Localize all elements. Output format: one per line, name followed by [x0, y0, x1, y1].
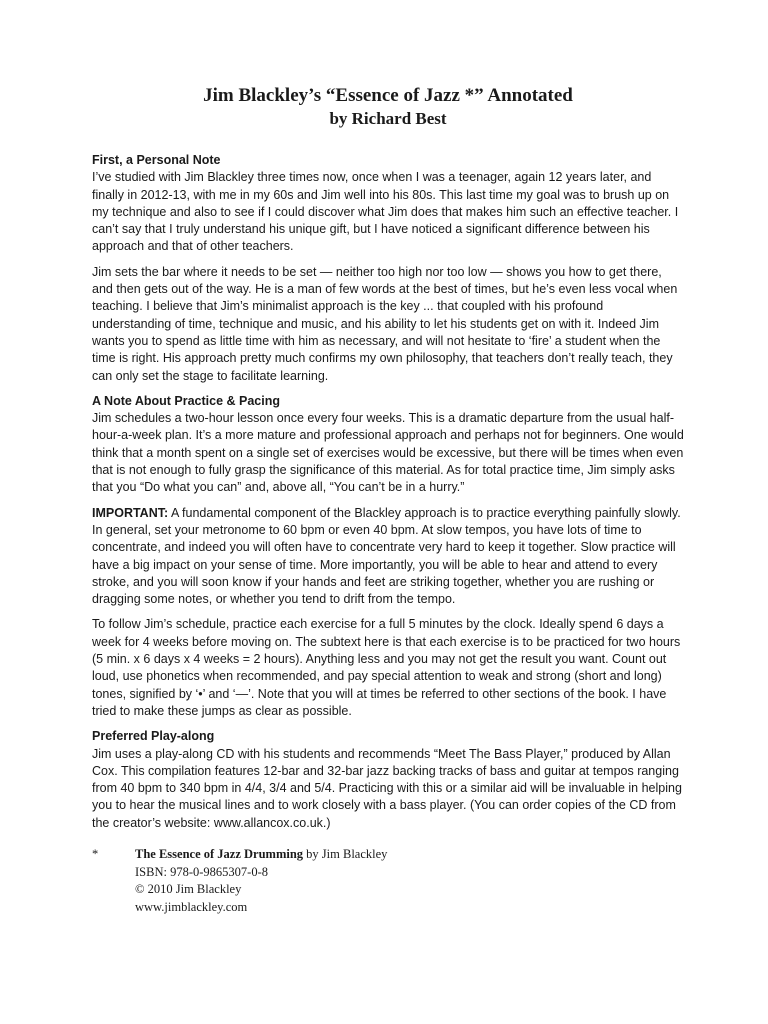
- paragraph: To follow Jim’s schedule, practice each exercise for a full 5 minutes by the clock. Ideally spend 6 days a week for 4 weeks before moving on. The subtext here is that each exercise is to be practiced for two hours (5 min. x 6 days x 4 weeks = 2 hours). Anything less and you may not get the result you want. Count out loud, use phonetics when recommended, and pay special attention to weak and strong (short and long) tones, signified by ‘•’ and ‘—’. Note that you will at times be referred to other sections of the book. I have tried to make these jumps as clear as possible.: [92, 617, 681, 718]
- footnote-isbn: ISBN: 978-0-9865307-0-8: [135, 864, 268, 879]
- footnote-copyright: © 2010 Jim Blackley: [135, 882, 242, 896]
- paragraph-important: [92, 505, 684, 609]
- paragraph: I’ve studied with Jim Blackley three times now, once when I was a teenager, again 12 years later, and finally in 2012-13, with me in my 60s and Jim well into his 80s. This last time my goal was to brush up on my technique and also to see if I could discover what Jim does that makes him such an effective teacher. I can’t say that I truly understand his unique gift, but I have noticed a significant difference between his approach and that of other teachers.: [92, 170, 679, 254]
- footnote-book-title: The Essence of Jazz Drumming: [135, 847, 304, 861]
- section-heading: Preferred Play-along: [92, 729, 215, 744]
- footnote-book-author: by Jim Blackley: [303, 847, 388, 861]
- document-title: Jim Blackley’s “Essence of Jazz *” Annotated: [203, 85, 573, 106]
- document-byline: by Richard Best: [329, 109, 447, 128]
- important-text: A fundamental component of the Blackley approach is to practice everything painfully slowly. In general, set your metronome to 60 bpm or even 40 bpm. At slow tempos, you have lots of time to concentrate, and indeed you will often have to concentrate very hard to keep it together. Slow practice will have a big impact on your sense of time. More importantly, you will be able to hear and attend to every stroke, and you will soon know if your hands and feet are striking together, whether you are rushing or dragging some notes, or whether you tend to drift from the tempo.: [92, 505, 681, 607]
- paragraph: Jim uses a play-along CD with his students and recommends “Meet The Bass Player,” produced by Allan Cox. This compilation features 12-bar and 32-bar jazz backing tracks of bass and guitar at tempos ranging from 40 bpm to 340 bpm in 4/4, 3/4 and 5/4. Practicing with this or a similar aid will be invaluable in helping you to hear the musical lines and to work closely with a bass player. (You can order copies of the CD from the creator’s website: www.allancox.co.uk.): [92, 746, 682, 830]
- section-personal-note: [92, 152, 684, 385]
- important-label: IMPORTANT:: [92, 505, 169, 520]
- footnote-citation: [135, 846, 692, 864]
- document-body: [92, 84, 684, 840]
- paragraph: Jim schedules a two-hour lesson once every four weeks. This is a dramatic departure from the usual half-hour-a-week plan. It’s a more mature and professional approach and perhaps not for beginners. One would think that a month spent on a single set of exercises would be excessive, but there will be times when even that is not enough to fully grasp the significance of this material. As for total practice time, Jim simply asks that you “Do what you can” and, above all, “You can’t be in a hurry.”: [92, 411, 684, 495]
- section-practice-pacing: [92, 393, 684, 720]
- footnote: [92, 846, 692, 916]
- footnote-marker: *: [92, 847, 99, 861]
- section-heading: First, a Personal Note: [92, 153, 221, 167]
- section-play-along: [92, 728, 684, 832]
- section-heading: A Note About Practice & Pacing: [92, 393, 280, 408]
- footnote-body: [135, 846, 692, 916]
- paragraph: Jim sets the bar where it needs to be set — neither too high nor too low — shows you how to get there, and then gets out of the way. He is a man of few words at the best of times, but he’s even less vocal when teaching. I believe that Jim’s minimalist approach is the key ... that coupled with his profound understanding of time, technique and music, and his ability to let his students get on with it. Indeed Jim wants you to spend as little time with him as necessary, and will not hesitate to ‘fire’ a student when the time is right. His approach pretty much confirms my own philosophy, that teachers don’t really teach, they can only set the stage to facilitate learning.: [92, 264, 678, 383]
- footnote-website: www.jimblackley.com: [135, 899, 248, 914]
